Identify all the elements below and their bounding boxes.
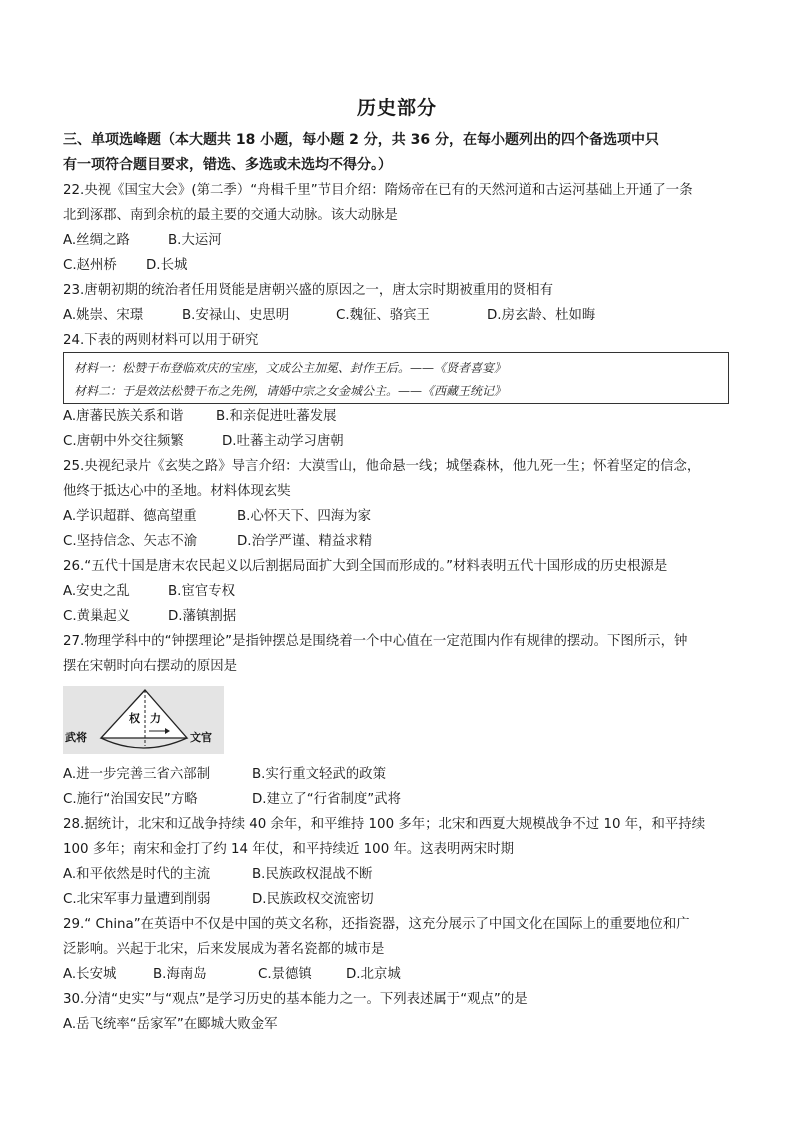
q30-stem: 30.分清“史实”与“观点”是学习历史的基本能力之一。下列表述属于“观点”的是	[63, 992, 528, 1007]
q29-option-b[interactable]: B.海南岛	[153, 967, 207, 982]
q27-stem-line-2: 摆在宋朝时向右摆动的原因是	[63, 659, 238, 674]
fig-label-civil: 文官	[190, 731, 212, 744]
q24-option-b[interactable]: B.和亲促进吐蕃发展	[216, 409, 337, 424]
q25-option-c[interactable]: C.坚持信念、矢志不渝	[63, 534, 198, 549]
q28-stem-line-2: 100 多年；南宋和金打了约 14 年仗，和平持续近 100 年。这表明两宋时期	[63, 842, 514, 857]
q27-option-a[interactable]: A.进一步完善三省六部制	[63, 767, 211, 782]
pendulum-figure	[63, 686, 224, 754]
q28-option-a[interactable]: A.和平依然是时代的主流	[63, 867, 211, 882]
q23-option-a[interactable]: A.姚崇、宋璟	[63, 308, 144, 323]
q29-option-a[interactable]: A.长安城	[63, 967, 117, 982]
q29-option-c[interactable]: C.景德镇	[258, 967, 312, 982]
q24-option-c[interactable]: C.唐朝中外交往频繁	[63, 434, 184, 449]
q27-option-c[interactable]: C.施行“治国安民”方略	[63, 792, 198, 807]
fig-label-power-2: 力	[150, 712, 161, 725]
q26-option-b[interactable]: B.宦官专权	[168, 584, 236, 599]
q23-option-d[interactable]: D.房玄龄、杜如晦	[487, 308, 596, 323]
q26-option-d[interactable]: D.藩镇割据	[168, 609, 237, 624]
q28-stem-line-1: 28.据统计，北宋和辽战争持续 40 余年，和平维持 100 多年；北宋和西夏大规模战争不过 10 年，和平持续	[63, 817, 706, 832]
fig-label-power-1: 权	[129, 712, 140, 725]
q25-stem-line-2: 他终于抵达心中的圣地。材料体现玄奘	[63, 484, 291, 499]
q22-stem-line-1: 22.央视《国宝大会》(第二季）“舟楫千里”节目介绍：隋炀帝在已有的天然河道和古运河基础上开通了一条	[63, 183, 693, 198]
q24-material-1: 材料一：松赞干布登临欢庆的宝座，文成公主加冕、封作王后。——《贤者喜宴》	[74, 361, 507, 375]
q23-stem: 23.唐朝初期的统治者任用贤能是唐朝兴盛的原因之一，唐太宗时期被重用的贤相有	[63, 283, 553, 298]
q28-option-d[interactable]: D.民族政权交流密切	[252, 892, 374, 907]
q27-stem-line-1: 27.物理学科中的“钟摆理论”是指钟摆总是围绕着一个中心值在一定范围内作有规律的摆动。下图所示，钟	[63, 634, 688, 649]
fig-label-military: 武将	[65, 731, 87, 744]
q22-stem-line-2: 北到涿郡、南到余杭的最主要的交通大动脉。该大动脉是	[63, 208, 398, 223]
q25-option-d[interactable]: D.治学严谨、精益求精	[237, 534, 373, 549]
q28-option-c[interactable]: C.北宋军事力量遭到削弱	[63, 892, 211, 907]
section-heading-line-2: 有一项符合题目要求，错选、多选或未选均不得分。）	[63, 157, 392, 173]
q25-option-b[interactable]: B.心怀天下、四海为家	[237, 509, 371, 524]
q23-option-b[interactable]: B.安禄山、史思明	[182, 308, 290, 323]
q26-option-c[interactable]: C.黄巢起义	[63, 609, 131, 624]
q26-option-a[interactable]: A.安史之乱	[63, 584, 130, 599]
q24-option-a[interactable]: A.唐蕃民族关系和谐	[63, 409, 184, 424]
q25-stem-line-1: 25.央视纪录片《玄奘之路》导言介绍：大漠雪山，他命悬一线；城堡森林，他九死一生；怀着坚定的信念，	[63, 459, 701, 474]
section-heading-line-1: 三、单项选峰题（本大题共 18 小题，每小题 2 分，共 36 分，在每小题列出的四个备选项中只	[63, 132, 659, 148]
q22-option-d[interactable]: D.长城	[146, 258, 188, 273]
q22-option-c[interactable]: C.赵州桥	[63, 258, 117, 273]
q23-option-c[interactable]: C.魏征、骆宾王	[336, 308, 430, 323]
q22-option-b[interactable]: B.大运河	[168, 233, 222, 248]
q27-option-d[interactable]: D.建立了“行省制度”武将	[252, 792, 401, 807]
q26-stem: 26.“五代十国是唐末农民起义以后割据局面扩大到全国而形成的。”材料表明五代十国形成的历史根源是	[63, 559, 668, 574]
q29-option-d[interactable]: D.北京城	[346, 967, 401, 982]
q24-option-d[interactable]: D.吐蕃主动学习唐朝	[222, 434, 344, 449]
q29-stem-line-2: 泛影响。兴起于北宋，后来发展成为著名瓷都的城市是	[63, 942, 385, 957]
q24-material-table	[63, 352, 729, 404]
q24-stem: 24.下表的两则材料可以用于研究	[63, 333, 259, 348]
page-title: 历史部分	[356, 97, 437, 119]
q24-material-2: 材料二：于是效法松赞干布之先例，请婚中宗之女金城公主。——《西藏王统记》	[74, 384, 507, 398]
q27-option-b[interactable]: B.实行重文轻武的政策	[252, 767, 386, 782]
q29-stem-line-1: 29.“ China”在英语中不仅是中国的英文名称，还指瓷器，这充分展示了中国文化在国际上的重要地位和广	[63, 917, 690, 932]
q22-option-a[interactable]: A.丝绸之路	[63, 233, 130, 248]
q30-option-a[interactable]: A.岳飞统率“岳家军”在郾城大败金军	[63, 1017, 278, 1032]
q25-option-a[interactable]: A.学识超群、德高望重	[63, 509, 197, 524]
q28-option-b[interactable]: B.民族政权混战不断	[252, 867, 373, 882]
